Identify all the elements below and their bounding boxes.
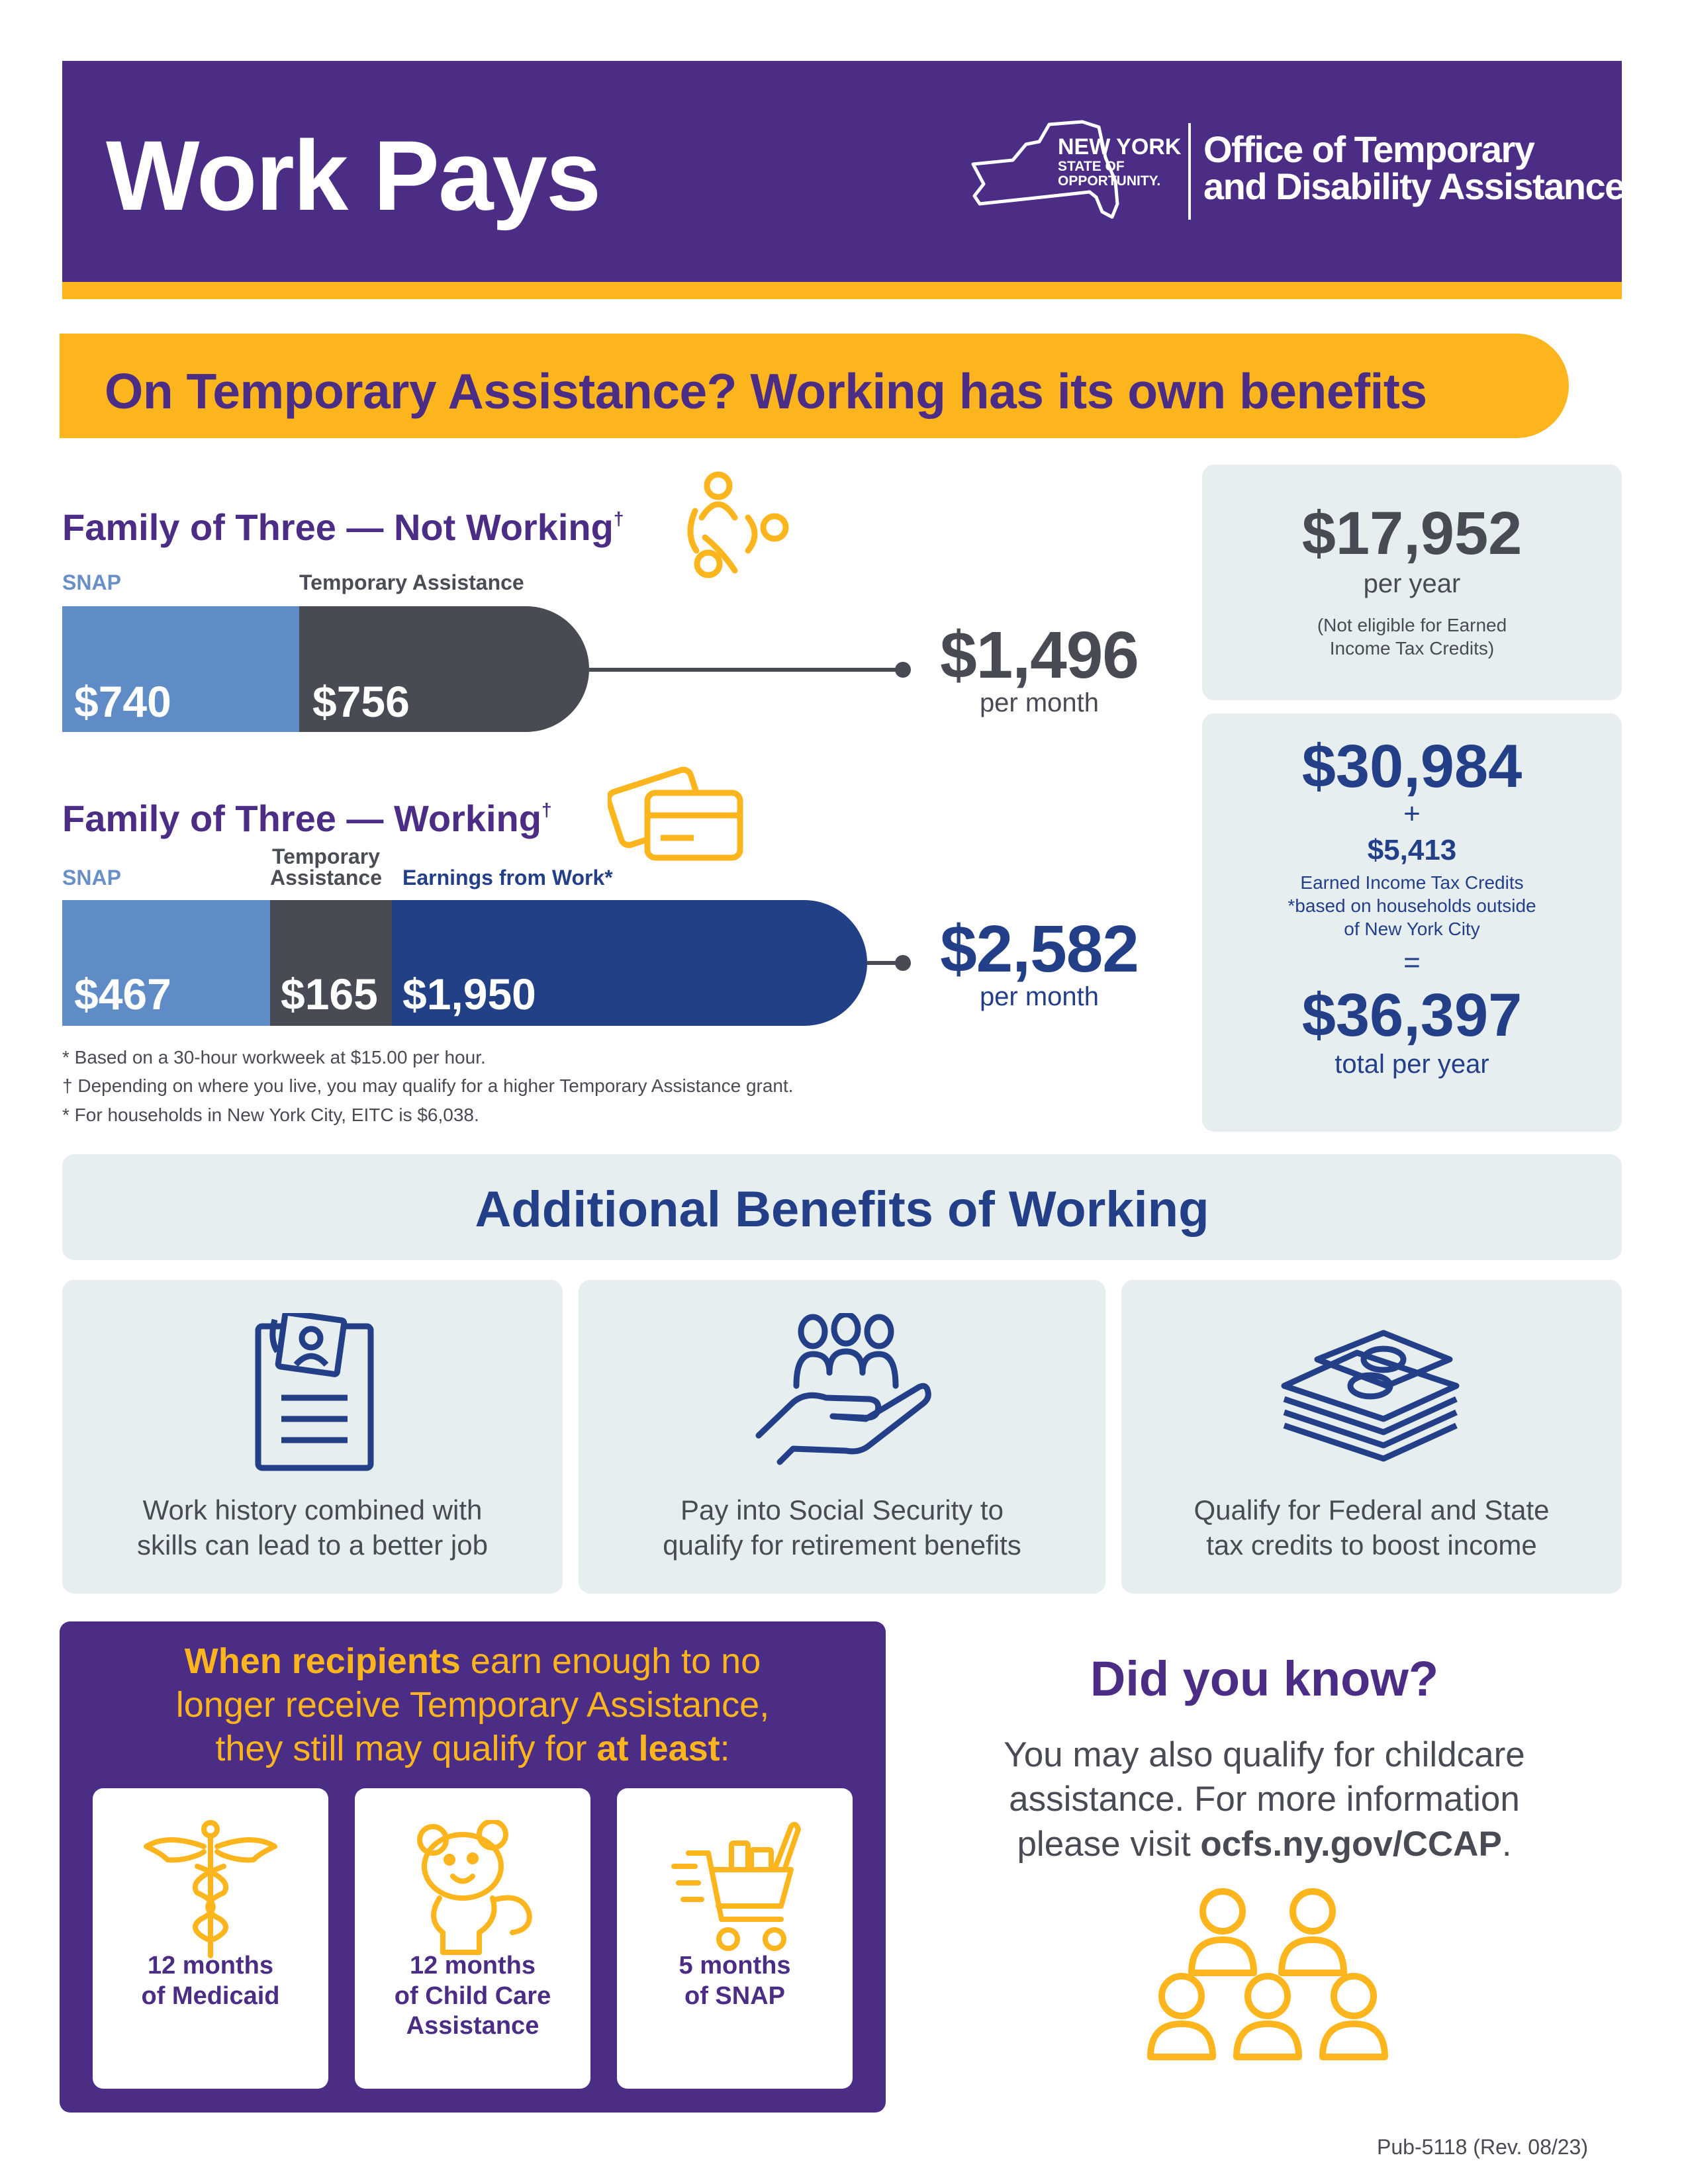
did-you-know-title: Did you know? <box>1090 1651 1439 1706</box>
tile-snap-text: 5 months of SNAP <box>679 1952 791 2010</box>
did-you-know-text: You may also qualify for childcare assistance. For more information please visit ocfs.ny.gov/CCAP. <box>1004 1735 1525 1864</box>
family-circle-icon <box>682 471 794 584</box>
working-ta-value: $165 <box>281 970 378 1019</box>
page-title: Work Pays <box>106 120 600 231</box>
header-accent-stripe <box>62 282 1622 299</box>
additional-benefits-heading: Additional Benefits of Working <box>475 1181 1209 1238</box>
not-working-monthly-total: $1,496 <box>940 618 1139 692</box>
shopping-cart-icon <box>669 1820 801 1959</box>
snap-label-working: SNAP <box>62 866 121 889</box>
hand-people-icon <box>753 1313 932 1465</box>
working-snap-value: $467 <box>74 970 171 1019</box>
caduceus-icon <box>141 1820 280 1959</box>
teddy-bear-icon <box>406 1820 539 1959</box>
ccap-link[interactable]: ocfs.ny.gov/CCAP <box>1200 1824 1502 1864</box>
benefit-card-work-history-text: Work history combined with skills can lead to a better job <box>137 1494 488 1561</box>
working-earnings-value: $1,950 <box>402 970 536 1019</box>
money-stack-icon <box>1278 1313 1463 1465</box>
footnotes: * Based on a 30-hour workweek at $15.00 per hour. † Depending on where you live, you may qualify for a higher Temporary Assistance grant. * For households in New York City, EITC is $6,038. <box>62 1047 794 1125</box>
recipients-text: When recipients earn enough to no longer receive Temporary Assistance, they still may qualify for at least: <box>175 1641 770 1768</box>
working-monthly-total: $2,582 <box>940 912 1139 986</box>
connector-dot-working <box>895 955 911 971</box>
earnings-label: Earnings from Work* <box>402 866 613 889</box>
agency-name: Office of Temporary and Disability Assistance <box>1203 128 1624 207</box>
nys-logo-text: NEW YORK STATE OF OPPORTUNITY. <box>1058 134 1182 189</box>
not-working-ta-value: $756 <box>312 677 410 726</box>
snap-label: SNAP <box>62 570 121 594</box>
headline-text: On Temporary Assistance? Working has its own benefits <box>105 363 1427 419</box>
tile-medicaid-text: 12 months of Medicaid <box>141 1952 280 2010</box>
resume-icon <box>255 1313 374 1472</box>
ta-label: Temporary Assistance <box>299 570 524 594</box>
annual-not-working-content: $17,952 per year (Not eligible for Earned Income Tax Credits) <box>1301 500 1523 659</box>
not-working-monthly-unit: per month <box>979 688 1100 717</box>
benefit-card-social-security-text: Pay into Social Security to qualify for retirement benefits <box>663 1494 1021 1561</box>
annual-working-content: $30,984 + $5,413 Earned Income Tax Credits *based on households outside of New York City = $36,397 total per year <box>1288 733 1536 1079</box>
family-group-icon <box>1145 1884 1390 2062</box>
connector-dot <box>895 662 911 678</box>
tile-child-care-text: 12 months of Child Care Assistance <box>394 1952 551 2040</box>
credit-card-icon <box>608 760 747 866</box>
publication-number: Pub-5118 (Rev. 08/23) <box>1377 2135 1588 2159</box>
ta-label-working: Temporary Assistance <box>270 844 382 889</box>
working-title: Family of Three — Working† <box>62 797 552 839</box>
not-working-snap-value: $740 <box>74 677 171 726</box>
not-working-title: Family of Three — Not Working† <box>62 506 624 548</box>
benefit-card-tax-credits-text: Qualify for Federal and State tax credits to boost income <box>1194 1494 1550 1561</box>
working-monthly-unit: per month <box>979 982 1100 1011</box>
connector-line <box>589 668 900 672</box>
logo-divider <box>1188 123 1191 220</box>
